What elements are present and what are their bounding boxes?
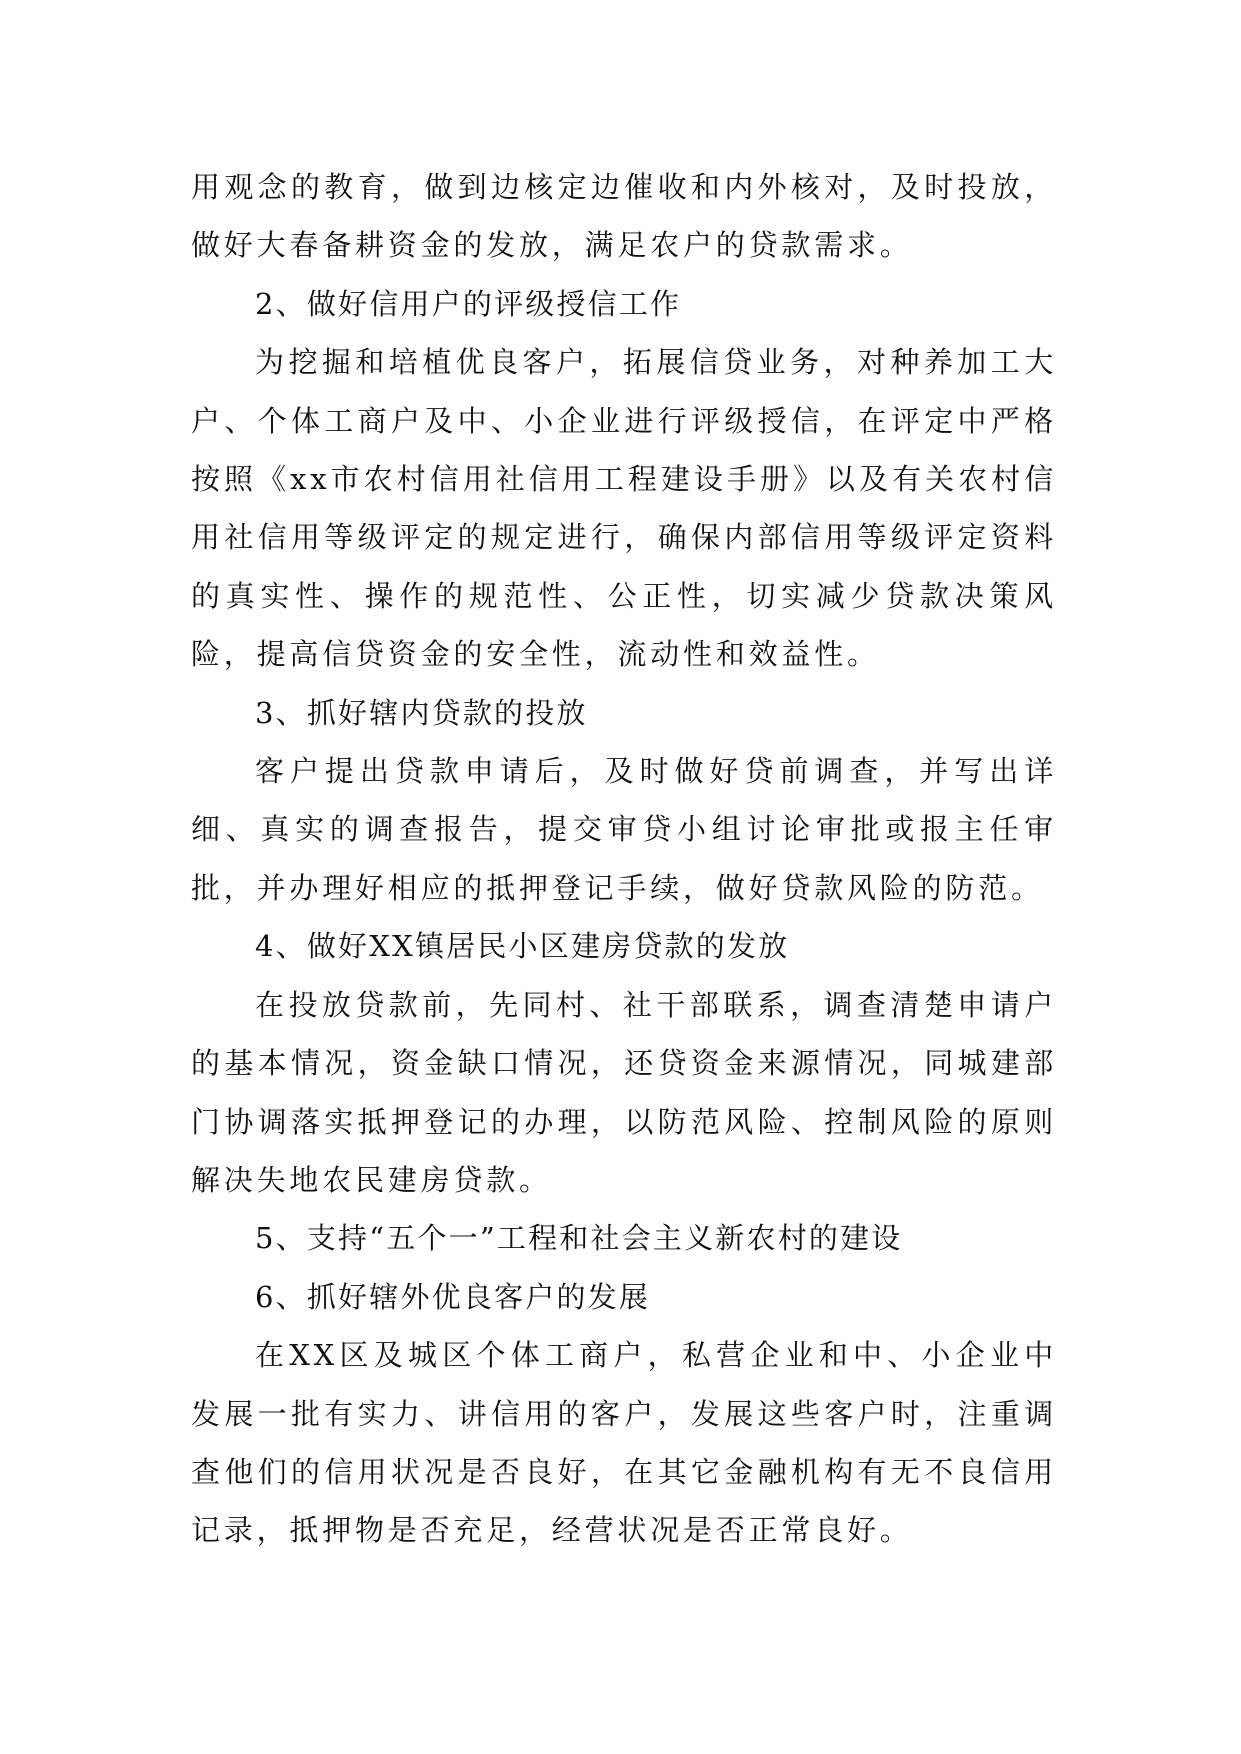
section-heading-6: 6、抓好辖外优良客户的发展	[255, 1279, 651, 1314]
section-heading-2: 2、做好信用户的评级授信工作	[255, 286, 682, 321]
section-heading-4: 4、做好XX镇居民小区建房贷款的发放	[255, 929, 790, 964]
paragraph-continuation: 用观念的教育，做到边核定边催收和内外核对，及时投放，做好大春备耕资金的发放，满足农户的贷款需求。	[191, 170, 1057, 263]
section-heading-5: 5、支持“五个一”工程和社会主义新农村的建设	[255, 1221, 903, 1256]
paragraph-rating-credit: 为挖掘和培植优良客户，拓展信贷业务，对种养加工大户、个体工商户及中、小企业进行评级授信，在评定中严格按照《xx市农村信用社信用工程建设手册》以及有关农村信用社信用等级评定的规定进行，确保内部信用等级评定资料的真实性、操作的规范性、公正性，切实减少贷款决策风险，提高信贷资金的安全性，流动性和效益性。	[191, 345, 1057, 672]
paragraph-external-clients: 在XX区及城区个体工商户，私营企业和中、小企业中发展一批有实力、讲信用的客户，发展这些客户时，注重调查他们的信用状况是否良好，在其它金融机构有无不良信用记录，抵押物是否充足，经营状况是否正常良好。	[191, 1338, 1057, 1548]
section-heading-3: 3、抓好辖内贷款的投放	[255, 695, 588, 730]
paragraph-loan-issuance: 客户提出贷款申请后，及时做好贷前调查，并写出详细、真实的调查报告，提交审贷小组讨论审批或报主任审批，并办理好相应的抵押登记手续，做好贷款风险的防范。	[191, 754, 1057, 905]
document-body	[191, 158, 1057, 1560]
paragraph-housing-loans: 在投放贷款前，先同村、社干部联系，调查清楚申请户的基本情况，资金缺口情况，还贷资金来源情况，同城建部门协调落实抵押登记的办理，以防范风险、控制风险的原则解决失地农民建房贷款。	[191, 987, 1057, 1197]
